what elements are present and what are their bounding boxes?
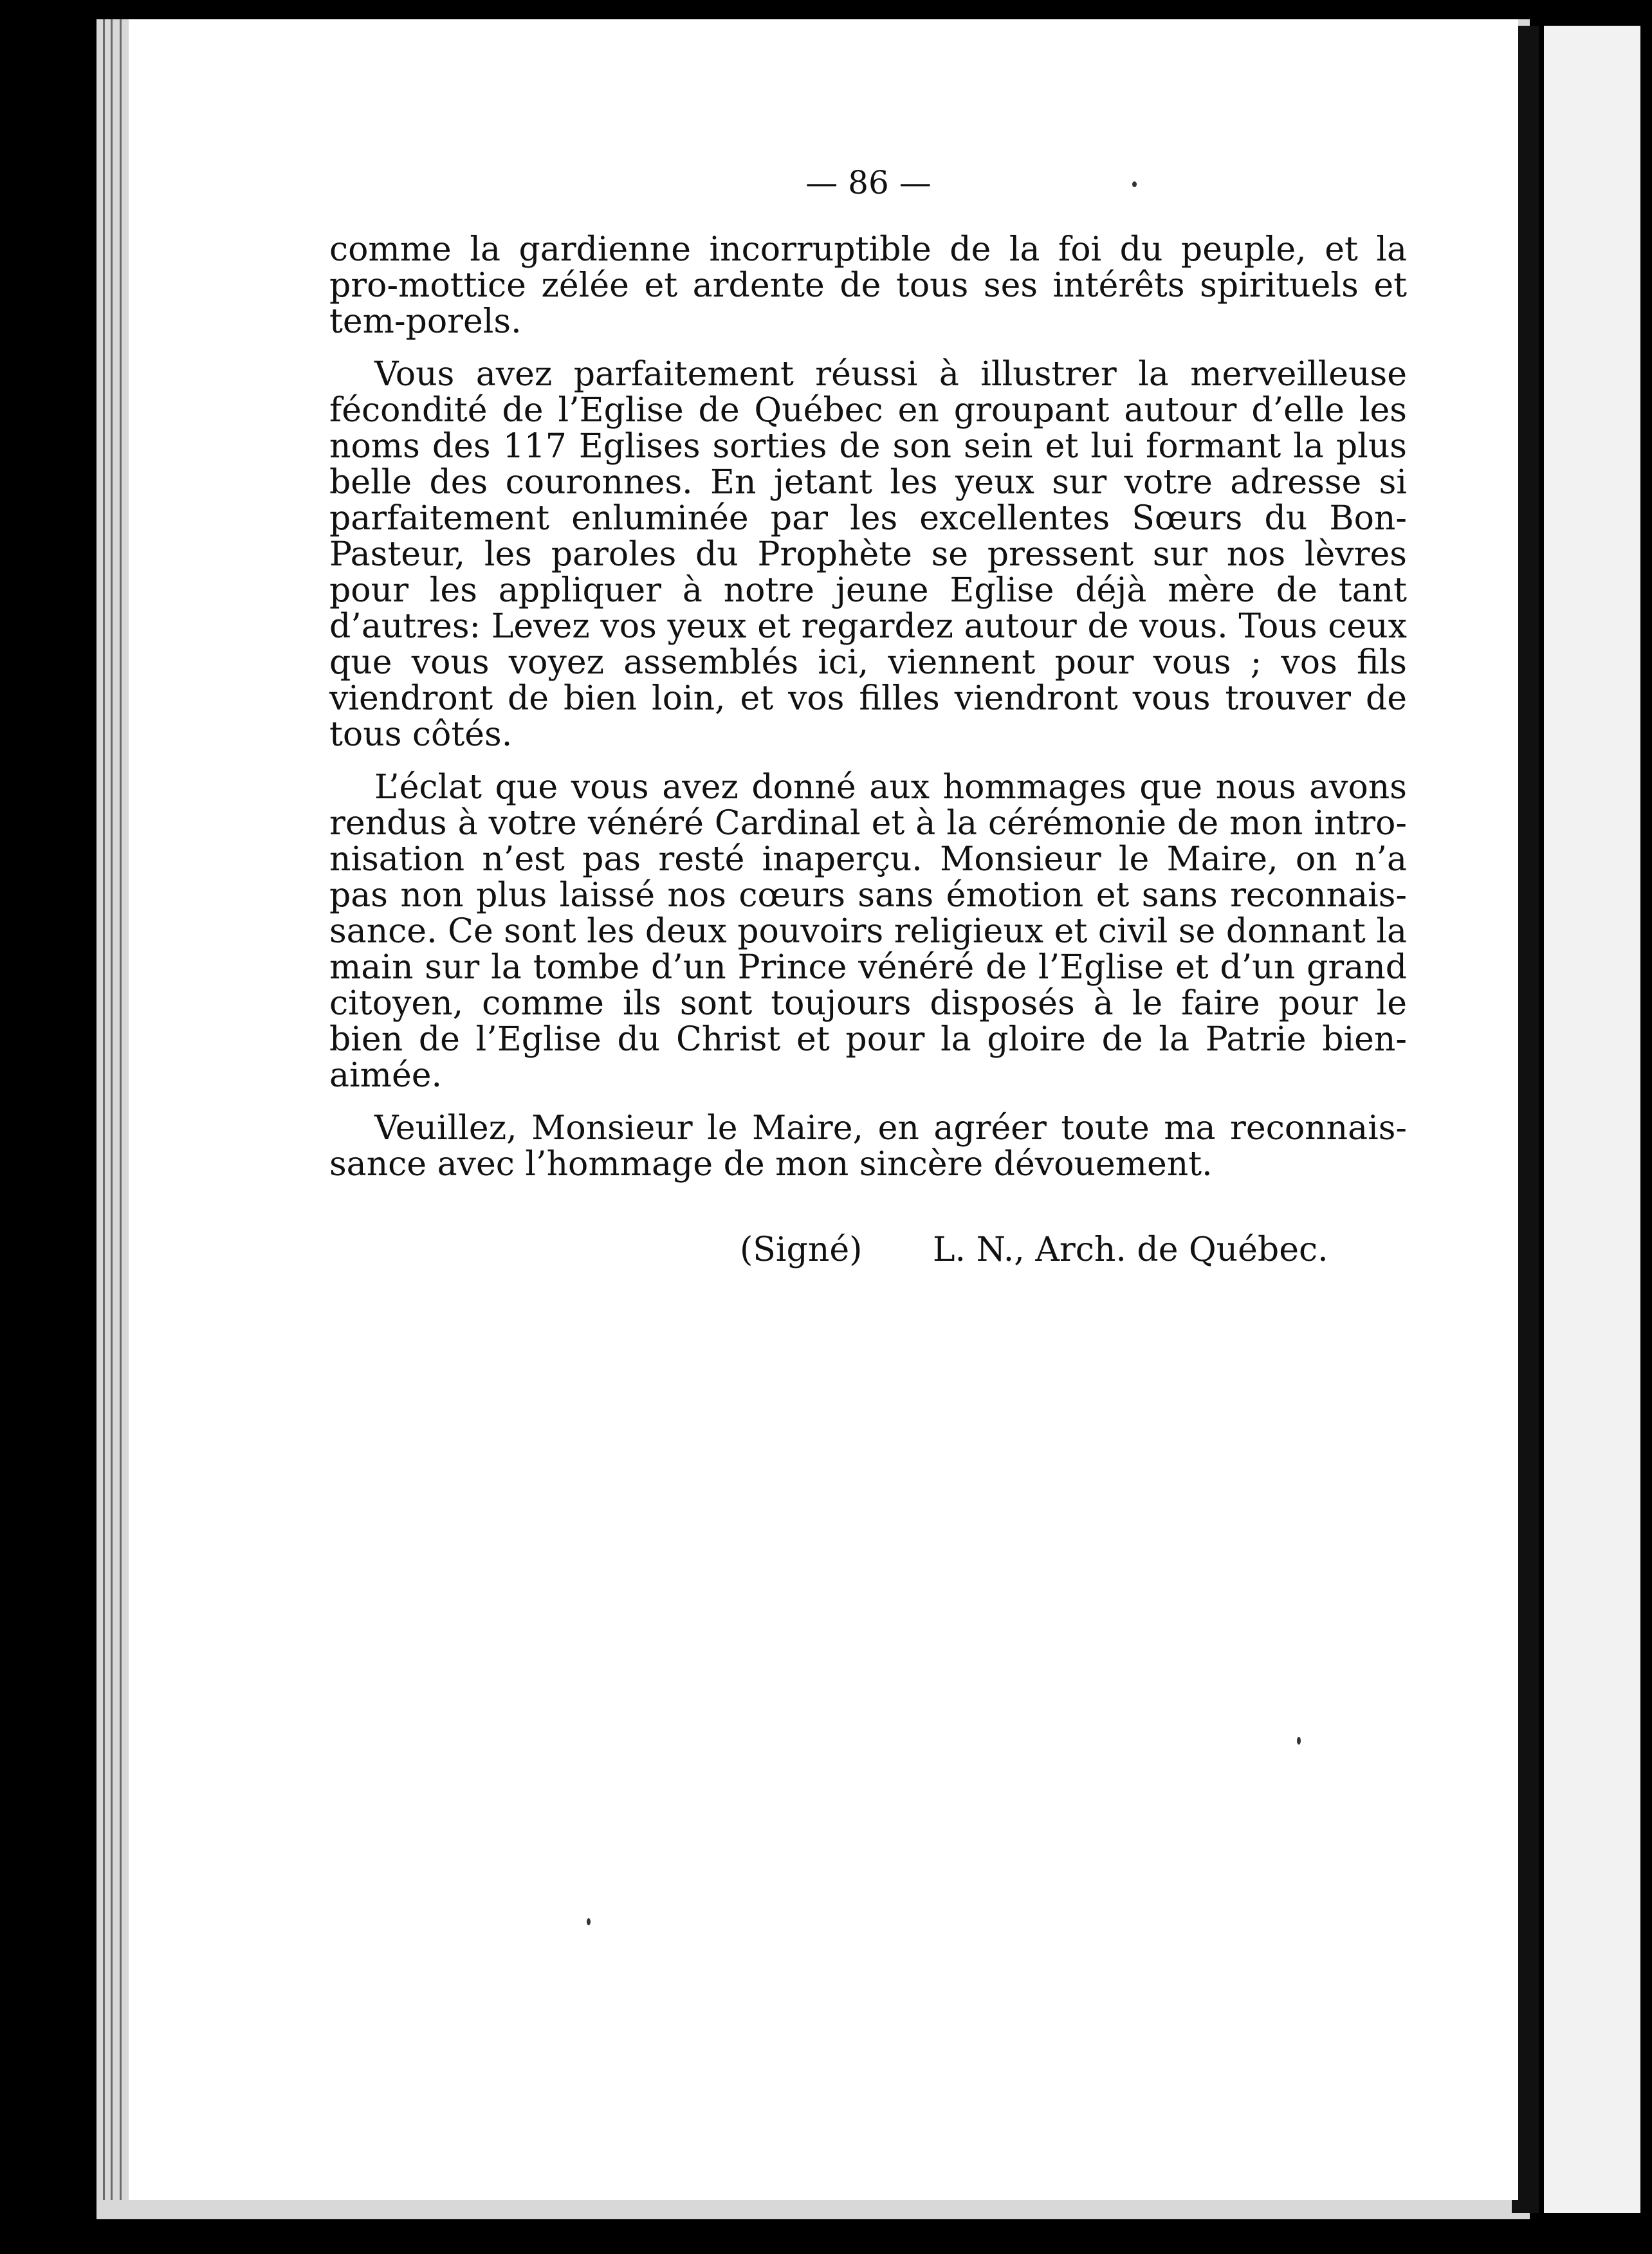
page-edge-line (103, 19, 105, 2200)
paragraph-1: comme la gardienne incorruptible de la foi du peuple, et la pro-mottice zélée et ardente de tous ses intérêts spirituels et tem-porels. (329, 230, 1407, 341)
page-edge-line (111, 19, 113, 2200)
body-text (329, 232, 1407, 1182)
facing-page-edge (1544, 26, 1640, 2213)
page-number: — 86 — (805, 164, 932, 201)
scan-speck (1297, 1737, 1301, 1745)
scan-speck (1132, 181, 1137, 187)
scan-speck (587, 1918, 591, 1925)
signature-line (740, 1232, 1415, 1268)
signatory-name: L. N., Arch. de Québec. (933, 1231, 1328, 1269)
page-edge-line (120, 19, 122, 2200)
paragraph-4: Veuillez, Monsieur le Maire, en agréer toute ma reconnais-sance avec l’hommage de mon sincère dévouement. (329, 1109, 1407, 1184)
signed-label: (Signé) (740, 1231, 863, 1269)
paragraph-3: L’éclat que vous avez donné aux hommages que nous avons rendus à votre vénéré Cardinal et à la cérémonie de mon intro-nisation n’est pas resté inaperçu. Monsieur le Maire, on n’a pas non plus laissé nos cœurs sans émotion et sans reconnais-sance. Ce sont les deux pouvoirs religieux et civil se donnant la main sur la tombe d’un Prince vénéré de l’Eglise et d’un grand citoyen, comme ils sont toujours disposés à le faire pour le bien de l’Eglise du Christ et pour la gloire de la Patrie bien-aimée. (329, 768, 1407, 1095)
paragraph-2: Vous avez parfaitement réussi à illustrer la merveilleuse fécondité de l’Eglise de Québec en groupant autour d’elle les noms des 117 Eglises sorties de son sein et lui formant la plus belle des couronnes. En jetant les yeux sur votre adresse si parfaitement enluminée par les excellentes Sœurs du Bon-Pasteur, les paroles du Prophète se pressent sur nos lèvres pour les appliquer à notre jeune Eglise déjà mère de tant d’autres: Levez vos yeux et regardez autour de vous. Tous ceux que vous voyez assemblés ici, viennent pour vous ; vos fils viendront de bien loin, et vos filles viendront vous trouver de tous côtés. (329, 355, 1407, 754)
